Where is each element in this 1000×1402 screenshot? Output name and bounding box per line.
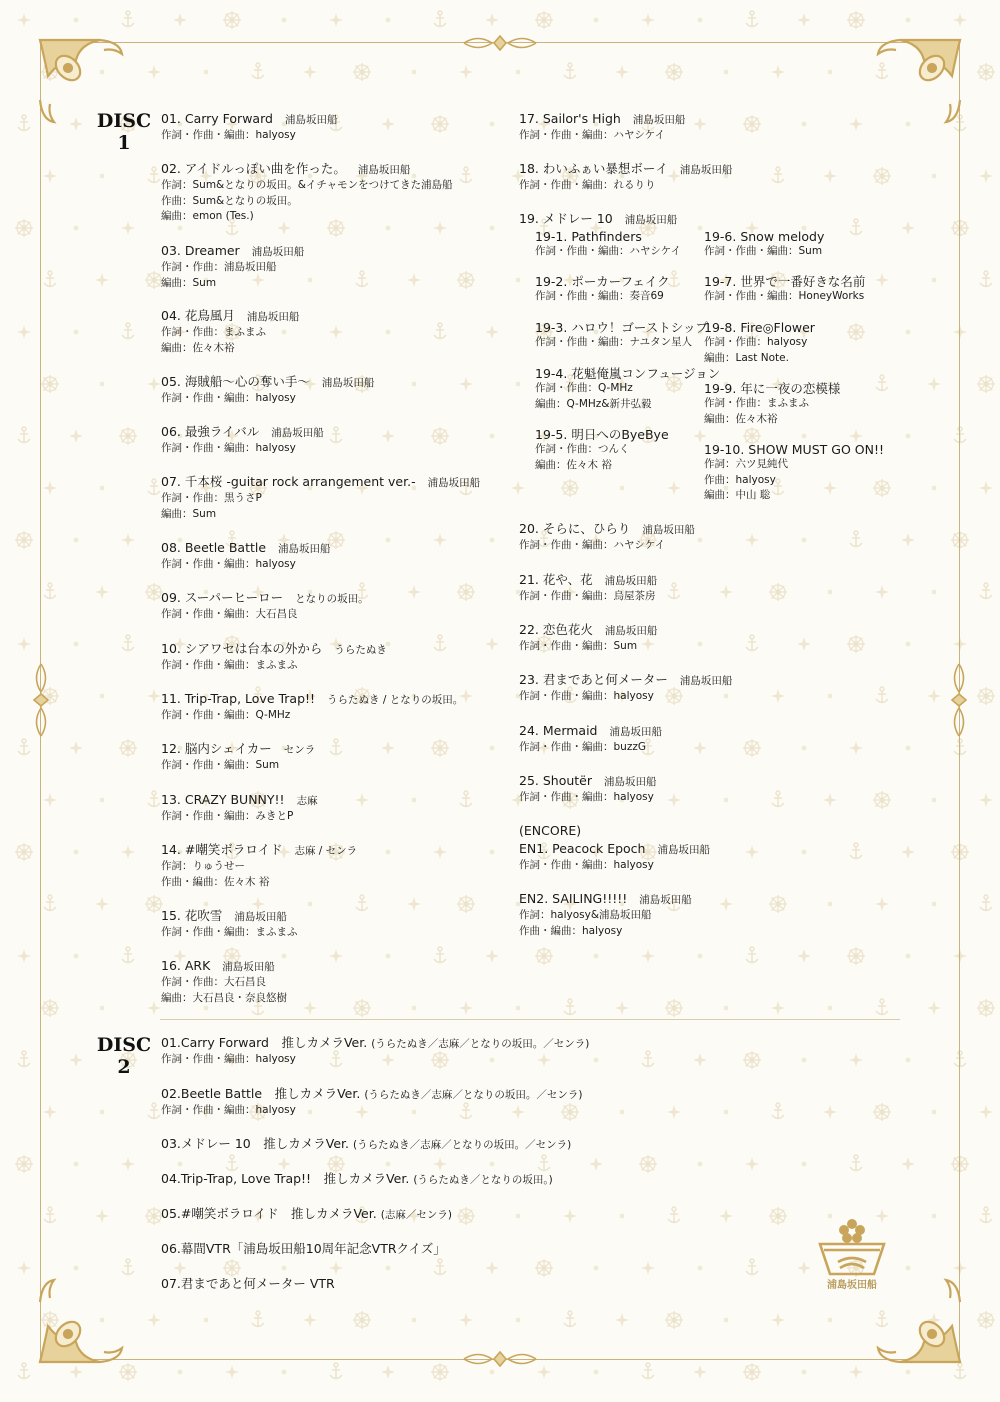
pattern-dot-icon [178, 1370, 183, 1375]
track-title-text: 17. Sailor's High [519, 111, 621, 126]
track-artist: となりの坂田。 [295, 593, 369, 605]
track-credit: 作曲・編曲：halyosy [519, 924, 623, 937]
track-entry [535, 274, 670, 305]
track-artist: 浦島坂田船 [624, 214, 678, 226]
track-credit: 作詞・作曲・編曲：buzzG [519, 741, 646, 753]
pattern-wheel-icon [15, 843, 33, 861]
track-artist: 浦島坂田船 [234, 911, 287, 923]
track-credit: 作詞・作曲・編曲：大石昌良 [161, 608, 298, 620]
track-title [519, 211, 677, 228]
track-title [161, 842, 357, 859]
bottom-ornament-icon [460, 1350, 540, 1368]
track-credit: 作詞・作曲：つんく [535, 443, 630, 455]
track-title-text: 10. シアワセは台本の外から [161, 641, 323, 656]
disc2-label-word: DISC [96, 1034, 152, 1056]
disc2-item [161, 1086, 583, 1119]
pattern-dot-icon [906, 18, 911, 23]
track-entry [704, 381, 840, 427]
track-credit: 作詞・作曲・編曲：ナユタン星人 [535, 336, 693, 348]
track-entry [535, 229, 681, 260]
track-credit: 作詞：halyosy&浦島坂田船 [519, 909, 652, 921]
disc2-item-members: (うらたぬき／となりの坂田。) [413, 1174, 553, 1186]
disc2-item [161, 1276, 335, 1291]
track-title-text: 19-7. 世界で一番好きな名前 [704, 274, 866, 289]
pattern-star-icon [17, 1261, 31, 1275]
track-credit: 作曲：Sum&となりの坂田。 [161, 194, 298, 207]
pattern-dot-icon [74, 18, 79, 23]
pattern-star-icon [979, 1105, 993, 1119]
track-artist: 志麻 / センラ [294, 845, 358, 857]
track-entry [519, 773, 657, 806]
pattern-star-icon [173, 13, 187, 27]
track-title-text: 24. Mermaid [519, 723, 598, 738]
pattern-anchor-icon [434, 11, 446, 27]
track-title [161, 958, 287, 975]
track-artist: 浦島坂田船 [251, 246, 305, 258]
track-credit: 編曲：佐々木裕 [704, 412, 778, 425]
track-title-text: 19-3. ハロウ！ゴーストシップ [535, 320, 708, 335]
track-credit: 作詞・作曲・編曲：奏音69 [535, 290, 664, 302]
track-credit: 作詞・作曲・編曲：まふまふ [161, 926, 298, 938]
track-title [519, 521, 695, 538]
pattern-anchor-icon [980, 271, 992, 287]
track-entry [161, 374, 374, 407]
disc2-label [94, 1034, 154, 1078]
track-title-text: 19-6. Snow melody [704, 229, 825, 244]
track-entry [519, 572, 657, 605]
pattern-wheel-icon [977, 375, 995, 393]
pattern-wheel-icon [15, 219, 33, 237]
track-title-text: 19-5. 明日へのByeBye [535, 427, 669, 442]
track-credit: 作詞・作曲・編曲：ハヤシケイ [535, 245, 681, 257]
pattern-anchor-icon [18, 115, 30, 131]
track-title [704, 274, 865, 289]
pattern-anchor-icon [18, 427, 30, 443]
track-credit: 作詞・作曲・編曲：halyosy [161, 442, 296, 454]
pattern-star-icon [979, 481, 993, 495]
pattern-star-icon [979, 793, 993, 807]
pattern-star-icon [17, 949, 31, 963]
track-entry [519, 111, 685, 144]
disc2-item [161, 1206, 452, 1223]
track-title [519, 111, 685, 128]
pattern-wheel-icon [223, 11, 241, 29]
track-title-text: 15. 花吹雪 [161, 908, 223, 923]
track-title [704, 320, 815, 335]
track-title-text: 18. わいふぁい暴想ボーイ [519, 161, 668, 176]
track-title [161, 474, 480, 491]
pattern-star-icon [17, 325, 31, 339]
disc2-item-title: 04.Trip-Trap, Love Trap!! 推しカメラVer. [161, 1171, 410, 1186]
track-entry [161, 958, 287, 1006]
track-credit: 作曲・編曲：佐々木 裕 [161, 875, 270, 888]
disc2-item-title: 05.#嘲笑ボラロイド 推しカメラVer. [161, 1206, 377, 1221]
pattern-star-icon [329, 13, 343, 27]
disc2-item-members: (うらたぬき／志麻／となりの坂田。／センラ) [364, 1089, 583, 1101]
right-ornament-icon [950, 660, 968, 740]
track-entry [161, 474, 480, 522]
track-title [519, 672, 732, 689]
encore-heading-text: (ENCORE) [519, 823, 582, 838]
pattern-star-icon [225, 1365, 239, 1379]
track-credit: 編曲：Last Note. [704, 351, 789, 364]
track-entry [704, 320, 815, 366]
track-title-text: 12. 脳内シェイカー [161, 741, 272, 756]
track-entry [161, 590, 369, 623]
top-ornament-icon [460, 34, 540, 52]
disc2-item-title: 07.君まであと何メーター VTR [161, 1276, 335, 1291]
disc2-item-title: 01.Carry Forward 推しカメラVer. [161, 1035, 368, 1050]
pattern-star-icon [641, 13, 655, 27]
track-title-text: 04. 花鳥風月 [161, 308, 235, 323]
track-title [535, 229, 681, 244]
pattern-wheel-icon [847, 11, 865, 29]
track-title-text: 03. Dreamer [161, 243, 240, 258]
pattern-wheel-icon [977, 1311, 995, 1329]
track-credit: 作詞・作曲・編曲：Sum [519, 640, 638, 652]
track-entry [704, 229, 824, 260]
pattern-wheel-icon [535, 11, 553, 29]
track-artist: 志麻 [296, 795, 318, 807]
pattern-star-icon [953, 13, 967, 27]
track-title-text: 21. 花や、花 [519, 572, 593, 587]
track-title-text: 19-4. 花魁俺嵐コンフュージョン [535, 366, 721, 381]
pattern-dot-icon [386, 18, 391, 23]
track-title-text: 22. 恋色花火 [519, 622, 593, 637]
track-title [519, 622, 657, 639]
disc2-label-number: 2 [117, 1056, 131, 1078]
encore-heading [519, 823, 581, 838]
track-credit: 作詞・作曲・編曲：まふまふ [161, 659, 298, 671]
disc1-label-number: 1 [117, 132, 131, 154]
track-artist: うらたぬき / となりの坂田。 [327, 694, 464, 706]
track-artist: 浦島坂田船 [657, 844, 710, 856]
track-credit: 作詞・作曲：まふまふ [161, 326, 266, 338]
pattern-dot-icon [282, 1370, 287, 1375]
disc2-item-credit: 作詞・作曲・編曲：halyosy [161, 1053, 296, 1065]
track-title-text: 01. Carry Forward [161, 111, 273, 126]
track-credit: 作詞・作曲：まふまふ [704, 397, 809, 409]
track-title-text: 19-9. 年に一夜の恋模様 [704, 381, 841, 396]
pattern-star-icon [979, 169, 993, 183]
track-entry [161, 111, 337, 144]
pattern-star-icon [485, 13, 499, 27]
track-title-text: 02. アイドルっぽい曲を作った。 [161, 161, 346, 176]
track-title-text: 09. スーパーヒーロー [161, 590, 284, 605]
track-title [535, 274, 670, 289]
track-credit: 編曲：大石昌良・奈良悠樹 [161, 991, 287, 1004]
track-title [161, 590, 369, 607]
pattern-star-icon [17, 13, 31, 27]
track-entry [535, 366, 720, 412]
track-title [161, 792, 318, 809]
track-credit: 作詞・作曲・編曲：れるりり [519, 179, 656, 191]
track-entry [519, 891, 692, 939]
pattern-star-icon [693, 1365, 707, 1379]
track-title-text: 19. メドレー 10 [519, 211, 613, 226]
track-artist: 浦島坂田船 [357, 164, 411, 176]
track-title [161, 424, 324, 441]
track-artist: 浦島坂田船 [278, 543, 331, 555]
track-artist: 浦島坂田船 [642, 524, 695, 536]
pattern-anchor-icon [980, 895, 992, 911]
track-title-text: 07. 千本桜 -guitar rock arrangement ver.- [161, 474, 416, 489]
track-title-text: 20. そらに、ひらり [519, 521, 631, 536]
pattern-dot-icon [698, 18, 703, 23]
logo-text: 浦島坂田船 [827, 1280, 877, 1291]
track-title [161, 908, 298, 925]
track-entry [161, 540, 331, 573]
track-entry [161, 641, 387, 674]
track-credit: 作詞・作曲・編曲：halyosy [519, 690, 654, 702]
pattern-anchor-icon [18, 1051, 30, 1067]
track-credit: 作詞：六ツ見純代 [704, 458, 788, 470]
track-artist: 浦島坂田船 [604, 575, 658, 587]
track-title-text: 19-2. ポーカーフェイク [535, 274, 670, 289]
track-entry [704, 274, 865, 305]
track-credit: 編曲：Sum [161, 507, 217, 520]
corner-ornament-icon [30, 1272, 130, 1372]
track-title-text: 05. 海賊船～心の奪い手～ [161, 374, 310, 389]
track-credit: 編曲：中山 聡 [704, 489, 771, 501]
track-entry [519, 161, 732, 194]
pattern-wheel-icon [743, 1363, 761, 1381]
pattern-wheel-icon [977, 687, 995, 705]
track-title [161, 691, 463, 708]
track-artist: 浦島坂田船 [679, 164, 733, 176]
track-title [161, 374, 374, 391]
track-entry [161, 424, 324, 457]
track-credit: 作詞・作曲：Q-MHz [535, 382, 633, 394]
track-credit: 作詞：Sum&となりの坂田。&イチャモンをつけてきた浦島船 [161, 179, 453, 191]
track-entry [161, 308, 299, 356]
pattern-wheel-icon [15, 1155, 33, 1173]
track-entry [161, 908, 298, 941]
track-title [161, 243, 304, 260]
track-title [704, 381, 840, 396]
track-credit: 作詞・作曲・編曲：Sum [704, 245, 823, 257]
track-entry [161, 161, 453, 225]
track-entry [519, 622, 657, 655]
track-credit: 編曲：佐々木裕 [161, 341, 235, 354]
track-title [519, 891, 692, 908]
pattern-star-icon [797, 13, 811, 27]
track-credit: 作詞・作曲：浦島坂田船 [161, 261, 277, 273]
pattern-anchor-icon [980, 1207, 992, 1223]
track-title-text: EN2. SAILING!!!!! [519, 891, 628, 906]
track-entry [704, 442, 884, 504]
disc1-label [94, 110, 154, 154]
track-title-text: 14. #嘲笑ボラロイド [161, 842, 283, 857]
track-title-text: 23. 君まであと何メーター [519, 672, 668, 687]
disc2-item-members: (うらたぬき／志麻／となりの坂田。／センラ) [353, 1139, 572, 1151]
disc2-item [161, 1136, 571, 1153]
track-artist: センラ [283, 744, 316, 756]
track-title [161, 641, 387, 658]
pattern-star-icon [17, 637, 31, 651]
track-credit: 作詞・作曲・編曲：halyosy [161, 558, 296, 570]
track-title-text: 11. Trip-Trap, Love Trap!! [161, 691, 316, 706]
track-title-text: 19-1. Pathfinders [535, 229, 642, 244]
disc2-item [161, 1241, 446, 1256]
track-artist: 浦島坂田船 [271, 427, 324, 439]
track-credit: 作詞・作曲・編曲：Sum [161, 759, 280, 771]
track-entry [519, 211, 677, 228]
pattern-anchor-icon [642, 1363, 654, 1379]
track-title [161, 111, 337, 128]
track-credit: 作詞・作曲・編曲：halyosy [519, 791, 654, 803]
track-artist: 浦島坂田船 [679, 675, 733, 687]
track-title [519, 773, 657, 790]
pattern-dot-icon [490, 1370, 495, 1375]
track-entry [519, 521, 695, 554]
disc2-item [161, 1035, 589, 1068]
disc2-item [161, 1171, 553, 1188]
track-entry [161, 792, 318, 825]
track-credit: 編曲：emon (Tes.) [161, 210, 254, 222]
track-credit: 作詞・作曲・編曲：HoneyWorks [704, 290, 865, 302]
disc1-label-word: DISC [96, 110, 152, 132]
track-title [704, 229, 824, 244]
track-title [535, 366, 720, 381]
track-title-text: 06. 最強ライバル [161, 424, 260, 439]
track-artist: 浦島坂田船 [639, 894, 692, 906]
track-credit: 作詞・作曲：黒うさP [161, 492, 262, 504]
track-title-text: 19-8. Fire◎Flower [704, 320, 815, 335]
track-artist: 浦島坂田船 [427, 477, 481, 489]
track-title-text: 19-10. SHOW MUST GO ON!! [704, 442, 884, 457]
pattern-anchor-icon [330, 1363, 342, 1379]
disc-divider [160, 1019, 900, 1020]
pattern-wheel-icon [15, 531, 33, 549]
pattern-anchor-icon [122, 11, 134, 27]
track-artist: うらたぬき [334, 644, 387, 656]
pattern-wheel-icon [977, 63, 995, 81]
pattern-wheel-icon [431, 1363, 449, 1381]
track-title-text: 08. Beetle Battle [161, 540, 267, 555]
track-credit: 編曲：Q-MHz&新井弘毅 [535, 397, 652, 410]
track-credit: 作詞・作曲・編曲：ハヤシケイ [519, 539, 665, 551]
pattern-star-icon [849, 1365, 863, 1379]
track-entry [519, 841, 710, 874]
track-entry [161, 691, 463, 724]
track-title [519, 161, 732, 178]
track-credit: 作詞・作曲・編曲：烏屋茶房 [519, 590, 656, 602]
track-title [161, 540, 331, 557]
disc2-item-members: (うらたぬき／志麻／となりの坂田。／センラ) [371, 1038, 590, 1050]
pattern-dot-icon [802, 1370, 807, 1375]
pattern-anchor-icon [746, 11, 758, 27]
pattern-dot-icon [594, 1370, 599, 1375]
track-artist: 浦島坂田船 [632, 114, 686, 126]
track-entry [519, 672, 732, 705]
disc2-item-members: (志麻／センラ) [380, 1209, 452, 1221]
track-credit: 作詞・作曲：大石昌良 [161, 976, 266, 988]
pattern-star-icon [381, 1365, 395, 1379]
track-credit: 作詞・作曲・編曲：みきとP [161, 810, 294, 822]
track-credit: 作詞・作曲・編曲：halyosy [161, 129, 296, 141]
track-entry [161, 243, 304, 291]
track-title [535, 320, 708, 335]
track-artist: 浦島坂田船 [246, 311, 300, 323]
pattern-wheel-icon [977, 999, 995, 1017]
disc2-item-title: 03.メドレー 10 推しカメラVer. [161, 1136, 349, 1151]
disc2-item-title: 06.幕間VTR「浦島坂田船10周年記念VTRクイズ」 [161, 1241, 446, 1256]
track-credit: 作詞・作曲：halyosy [704, 336, 808, 348]
track-entry [535, 427, 669, 473]
pattern-dot-icon [282, 18, 287, 23]
track-title-text: 16. ARK [161, 958, 211, 973]
track-title [519, 723, 662, 740]
track-title [704, 442, 884, 457]
track-artist: 浦島坂田船 [609, 726, 662, 738]
track-artist: 浦島坂田船 [604, 776, 657, 788]
disc2-item-credit: 作詞・作曲・編曲：halyosy [161, 1104, 296, 1116]
corner-ornament-icon [870, 30, 970, 130]
track-credit: 作詞・作曲・編曲：halyosy [519, 859, 654, 871]
track-entry [161, 842, 357, 890]
pattern-anchor-icon [980, 583, 992, 599]
track-title [161, 741, 315, 758]
track-title [535, 427, 669, 442]
track-entry [535, 320, 708, 351]
track-artist: 浦島坂田船 [284, 114, 338, 126]
track-entry [519, 723, 662, 756]
track-credit: 作曲：halyosy [704, 473, 776, 486]
track-credit: 編曲：Sum [161, 276, 217, 289]
track-title [519, 572, 657, 589]
track-artist: 浦島坂田船 [604, 625, 658, 637]
track-credit: 作詞・作曲・編曲：Q-MHz [161, 709, 291, 721]
track-title [161, 161, 453, 178]
disc2-item-title: 02.Beetle Battle 推しカメラVer. [161, 1086, 361, 1101]
pattern-anchor-icon [18, 739, 30, 755]
track-credit: 作詞・作曲・編曲：halyosy [161, 392, 296, 404]
track-credit: 作詞・作曲・編曲：ハヤシケイ [519, 129, 665, 141]
track-artist: 浦島坂田船 [222, 961, 275, 973]
track-title-text: EN1. Peacock Epoch [519, 841, 646, 856]
track-credit: 作詞：りゅうせー [161, 860, 245, 872]
track-credit: 編曲：佐々木 裕 [535, 458, 612, 471]
pattern-anchor-icon [18, 1363, 30, 1379]
track-entry [161, 741, 315, 774]
track-artist: 浦島坂田船 [321, 377, 375, 389]
track-title-text: 25. Shoutër [519, 773, 593, 788]
left-ornament-icon [32, 660, 50, 740]
pattern-dot-icon [594, 18, 599, 23]
track-title [519, 841, 710, 858]
track-title-text: 13. CRAZY BUNNY!! [161, 792, 285, 807]
track-title [161, 308, 299, 325]
